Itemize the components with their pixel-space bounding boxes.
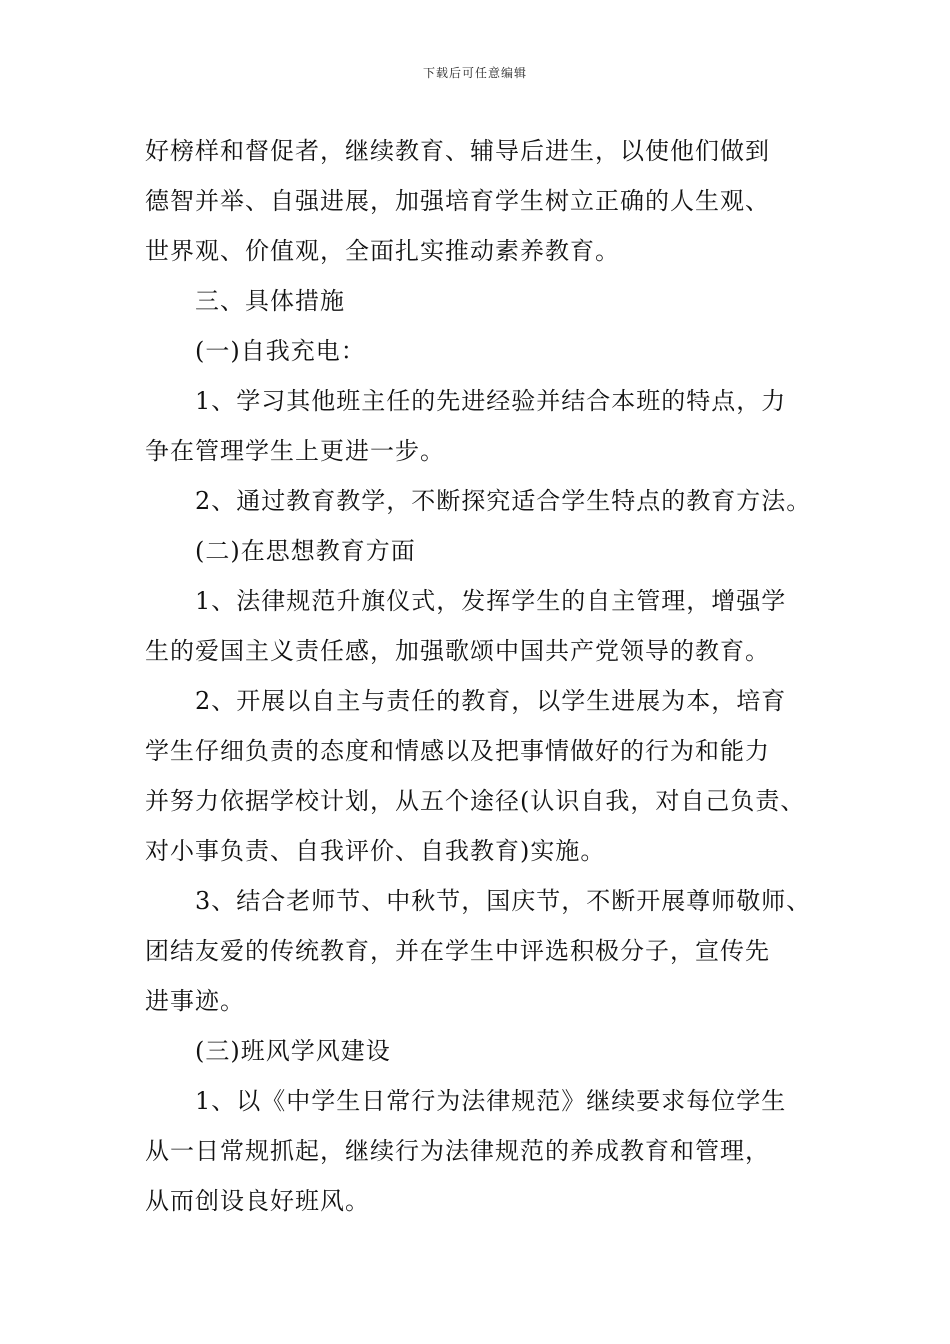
text-line: 2、通过教育教学，不断探究适合学生特点的教育方法。: [195, 487, 812, 515]
text-line: 好榜样和督促者，继续教育、辅导后进生，以使他们做到: [145, 137, 770, 165]
text-line: 进事迹。: [145, 987, 245, 1015]
text-line: 争在管理学生上更进一步。: [145, 437, 445, 465]
text-line: (三)班风学风建设: [195, 1037, 391, 1065]
text-line: (二)在思想教育方面: [195, 537, 416, 565]
text-line: (一)自我充电：: [195, 337, 366, 365]
text-line: 2、开展以自主与责任的教育，以学生进展为本，培育: [195, 687, 787, 715]
text-line: 学生仔细负责的态度和情感以及把事情做好的行为和能力: [145, 737, 770, 765]
text-line: 德智并举、自强进展，加强培育学生树立正确的人生观、: [145, 187, 770, 215]
text-line: 1、以《中学生日常行为法律规范》继续要求每位学生: [195, 1087, 787, 1115]
text-line: 三、具体措施: [195, 287, 345, 315]
text-line: 对小事负责、自我评价、自我教育)实施。: [145, 837, 606, 865]
text-line: 3、结合老师节、中秋节，国庆节，不断开展尊师敬师、: [195, 887, 812, 915]
text-line: 从一日常规抓起，继续行为法律规范的养成教育和管理，: [145, 1137, 770, 1165]
text-line: 生的爱国主义责任感，加强歌颂中国共产党领导的教育。: [145, 637, 770, 665]
text-line: 1、法律规范升旗仪式，发挥学生的自主管理，增强学: [195, 587, 787, 615]
text-line: 从而创设良好班风。: [145, 1187, 370, 1215]
text-line: 1、学习其他班主任的先进经验并结合本班的特点，力: [195, 387, 787, 415]
text-line: 世界观、价值观，全面扎实推动素养教育。: [145, 237, 620, 265]
text-line: 团结友爱的传统教育，并在学生中评选积极分子，宣传先: [145, 937, 770, 965]
page-header: 下载后可任意编辑: [422, 66, 527, 80]
text-line: 并努力依据学校计划，从五个途径(认识自我，对自己负责、: [145, 787, 806, 815]
document-body: [145, 126, 810, 1226]
